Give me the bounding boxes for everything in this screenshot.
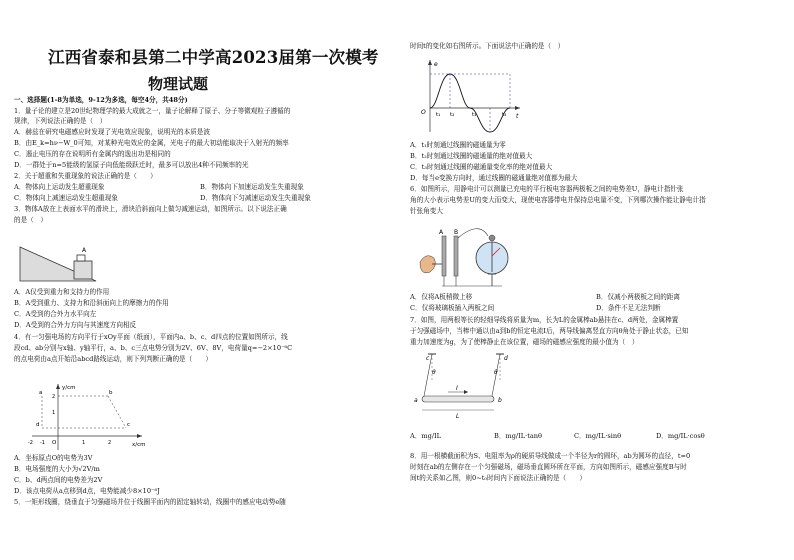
option-a: A．mg/IL	[410, 432, 442, 440]
text-line: A．赫兹在研究电磁感应时发现了光电效应现象，说明光的本质是波	[14, 128, 210, 136]
svg-text:c: c	[426, 355, 430, 362]
svg-text:2: 2	[52, 394, 56, 400]
text-line: C．b、d两点间的电势差为2V	[14, 476, 103, 484]
plate-a	[442, 236, 446, 276]
svg-text:b: b	[498, 397, 502, 404]
emf-time-figure	[414, 56, 524, 136]
text-line: D．条件不足无法判断	[596, 304, 661, 312]
svg-text:1: 1	[52, 410, 56, 416]
text-line: 的点电荷由a点开始沿abcd路线运动，则下列判断正确的是（ ）	[14, 355, 213, 363]
text-line: 2．关于超重和失重现象的说法正确的是（ ）	[14, 172, 157, 180]
svg-text:L: L	[456, 413, 460, 420]
svg-text:O: O	[52, 440, 57, 446]
svg-text:2: 2	[108, 440, 112, 446]
option-b: B．mg/IL·tanθ	[494, 432, 543, 440]
svg-text:A: A	[439, 229, 444, 236]
svg-text:t₄: t₄	[502, 112, 507, 118]
text-line: D．A受到的合外力方向与其速度方向相反	[14, 321, 137, 329]
svg-text:O: O	[421, 109, 426, 116]
svg-text:e: e	[434, 61, 438, 68]
text-line: 1．量子论的建立是20世纪物理学的最大成就之一，量子论解释了原子、分子等微观粒子遵循的	[14, 107, 291, 115]
text-line: 的是（ ）	[14, 216, 47, 224]
incline-figure	[18, 243, 98, 285]
text-line: 3．物体A放在上表面水平的滑块上，滑块沿斜面向上做匀减速运动，如图所示。以下说法正确	[14, 205, 287, 213]
svg-text:t₃: t₃	[472, 112, 477, 118]
svg-text:d: d	[36, 422, 40, 428]
text-line: A．物体向上运动发生超重现象	[14, 183, 105, 191]
text-line: B．由E_k=hν−W_0可知，对某种光电效应的金属，光电子的最大初动能取决于入射光的频率	[14, 139, 289, 147]
svg-text:a: a	[39, 390, 43, 396]
text-line: C．物体向上减速运动发生超重现象	[14, 194, 118, 202]
svg-text:t₁: t₁	[436, 112, 441, 118]
text-line: 重力加速度为g，为了使棒静止在该位置，磁场的磁感应强度的最小值为（ ）	[410, 338, 639, 346]
svg-text:θ: θ	[432, 369, 436, 376]
svg-text:1: 1	[82, 440, 86, 446]
text-line: B．A受到重力、支持力和沿斜面向上的摩擦力的作用	[14, 299, 169, 307]
text-line: A．坐标原点O的电势为3V	[14, 454, 93, 462]
text-line: 规律，下列说法正确的是（ ）	[14, 117, 107, 125]
block-a	[77, 255, 85, 261]
text-line: 4．有一匀强电场的方向平行于xOy平面（纸面），平面内a、b、c、d四点的位置如图所示，线	[14, 333, 288, 341]
slider-block	[74, 261, 92, 279]
label-a: A	[82, 247, 87, 254]
svg-text:t₂: t₂	[450, 112, 455, 118]
text-line: B．物体向下加速运动发生失重现象	[200, 183, 304, 191]
text-line: D．每当e变换方向时，通过线圈的磁通量绝对值都为最大	[410, 174, 578, 182]
text-line: 间t的关系如乙图，则0~t₀时间内下面说法正确的是（ ）	[410, 474, 586, 482]
text-line: A．t₁时刻通过线圈的磁通量为零	[410, 141, 506, 149]
text-line: C．遏止电压的存在说明所有金属内的逸出功是相同的	[14, 150, 171, 158]
text-line: B．电场强度的大小为√2V/m	[14, 465, 100, 473]
option-d: D．mg/IL·cosθ	[656, 432, 705, 440]
text-line: 段cd、ab分别与x轴、y轴平行，a、b、c三点电势分别为2V、6V、8V，电荷量q=−2×10⁻⁶C	[14, 344, 293, 352]
svg-text:d: d	[504, 355, 508, 362]
section-heading: 一、选择题(1-8为单选，9-12为多选，每空4分，共48分)	[14, 96, 188, 104]
text-line: 5．一矩形线圈，绕垂直于匀强磁场并位于线圈平面内的固定轴转动，线圈中的感应电动势e随	[14, 498, 286, 506]
text-line: C．t₃时刻通过线圈的磁通量变化率的绝对值最大	[410, 163, 553, 171]
svg-text:c: c	[127, 422, 131, 428]
svg-text:b: b	[109, 390, 113, 396]
svg-text:B: B	[454, 229, 459, 236]
svg-text:t: t	[516, 113, 519, 120]
text-line: B．t₂时刻通过线圈的磁通量的绝对值最大	[410, 152, 533, 160]
text-line: 时刻在ab的左侧存在一个匀强磁场，磁场垂直圆环所在平面，方向如图所示，磁感应强度B与时	[410, 463, 687, 471]
text-line: 于匀强磁场中，当棒中通以由a到b的恒定电流I后，两导线偏离竖直方向θ角处于静止状态，已知	[410, 327, 689, 335]
page-title: 江西省泰和县第二中学高2023届第一次模考	[48, 48, 379, 67]
text-line: 6．如图所示，用静电计可以测量已充电的平行板电容器两极板之间的电势差U，静电计指针张	[410, 185, 684, 193]
svg-text:θ: θ	[494, 369, 498, 376]
text-line: 针张角变大	[410, 207, 443, 215]
coordinate-figure	[24, 380, 154, 452]
svg-text:a: a	[414, 397, 418, 404]
plate-b	[454, 236, 458, 276]
text-line: D．该点电荷从a点移到d点，电势能减少8×10⁻⁶J	[14, 487, 160, 495]
svg-text:x/cm: x/cm	[132, 442, 146, 448]
text-line: 7．如图，用两根等长的轻细导线将质量为m，长为L的金属棒ab悬挂在c、d两处，金属棒置	[410, 316, 679, 324]
svg-text:I: I	[456, 385, 458, 392]
text-line: C．仅将玻璃板插入两板之间	[410, 304, 495, 312]
text-line: 角的大小表示电势差U的变大而变大，现使电容器带电并保持总电量不变，下列哪次操作能让静电计指	[410, 196, 706, 204]
text-line: A．A仅受到重力和支持力的作用	[14, 288, 110, 296]
option-c: C．mg/IL·sinθ	[574, 432, 622, 440]
svg-text:y/cm: y/cm	[62, 385, 76, 391]
electrometer-figure	[412, 222, 522, 290]
text-line: 8．用一根横截面积为S、电阻率为ρ的硬质导线做成一个半径为r的圆环，ab为圆环的直径，t=0	[410, 452, 691, 460]
text-line: A．仅将A板稍微上移	[410, 293, 473, 301]
text-line: B．仅减小两极板之间的距离	[596, 293, 680, 301]
hanging-rod-figure	[412, 350, 522, 430]
text-line: 时间t的变化如右图所示。下面说法中正确的是（ ）	[410, 42, 565, 50]
svg-text:-2: -2	[28, 440, 33, 446]
svg-text:-1: -1	[40, 440, 45, 446]
page-subtitle: 物理试题	[148, 75, 209, 93]
text-line: D．一群处于n=5能级的氢原子向低能级跃迁时，最多可以放出4种不同频率的光	[14, 161, 249, 169]
metal-rod	[422, 396, 494, 402]
text-line: D．物体向下匀减速运动发生失重现象	[200, 194, 311, 202]
text-line: C．A受到的合外力水平向左	[14, 310, 97, 318]
